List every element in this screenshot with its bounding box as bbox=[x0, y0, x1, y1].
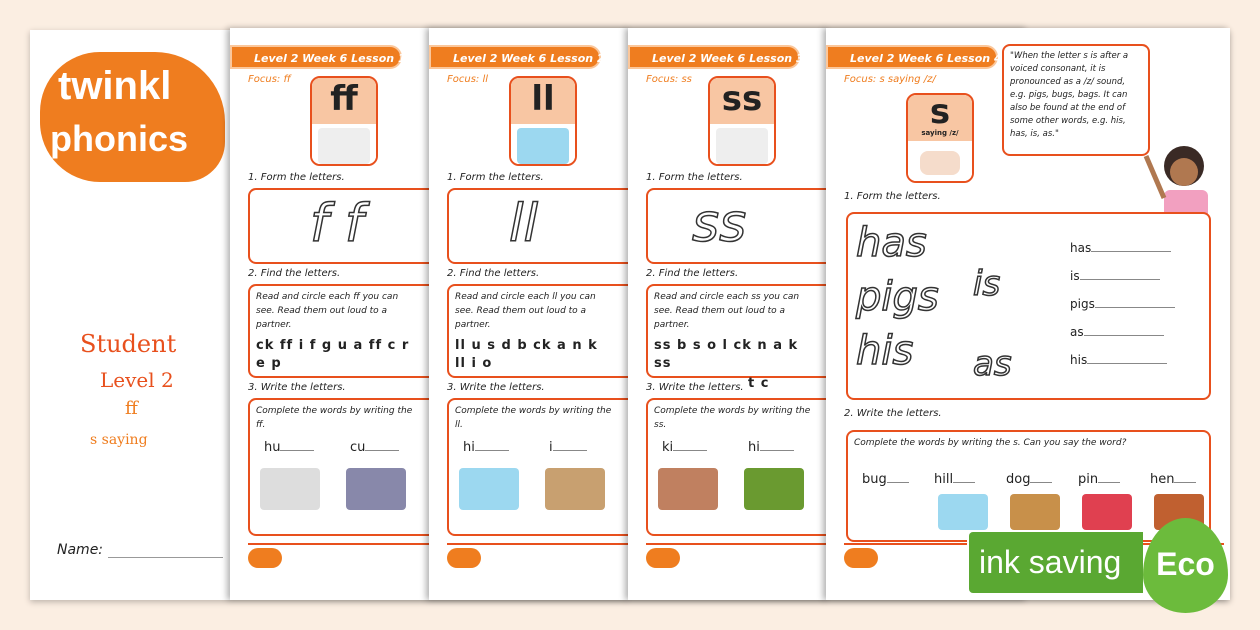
lesson-header: Level 2 Week 6 Lesson 2 bbox=[429, 45, 601, 69]
letter-row: ck ff i f g u a ff c r e p bbox=[256, 338, 410, 371]
letter-row bbox=[449, 374, 619, 376]
word-image bbox=[658, 468, 718, 510]
word-stem: i bbox=[549, 440, 553, 455]
letter-card bbox=[509, 76, 577, 166]
logo-text: phonics bbox=[50, 118, 189, 159]
word-stem: cu bbox=[350, 440, 366, 455]
word-blank[interactable] bbox=[862, 472, 909, 487]
word-image bbox=[459, 468, 519, 510]
twinkl-phonics-logo bbox=[40, 52, 225, 182]
eco-leaf-icon: Eco bbox=[1143, 518, 1228, 613]
lesson-header: Level 2 Week 6 Lesson 1 bbox=[230, 45, 402, 69]
word-line[interactable] bbox=[1070, 234, 1175, 262]
section-heading: 2. Write the letters. bbox=[844, 408, 942, 419]
word-image bbox=[545, 468, 605, 510]
name-line[interactable] bbox=[108, 557, 223, 558]
letter-card bbox=[906, 93, 974, 183]
word-stem: hi bbox=[748, 440, 760, 455]
word-blank[interactable] bbox=[748, 440, 794, 455]
letter-row bbox=[250, 374, 420, 376]
letter-row: t c bbox=[748, 376, 770, 391]
focus-label: Focus: ff bbox=[248, 74, 291, 85]
card-letter: ff bbox=[312, 78, 376, 124]
write-instruction: Complete the words by writing the ll. bbox=[455, 406, 612, 430]
section-heading: 3. Write the letters. bbox=[646, 382, 744, 393]
cover-title: Student bbox=[80, 330, 177, 358]
word-stem: hi bbox=[463, 440, 475, 455]
section-heading: 1. Form the letters. bbox=[844, 191, 941, 202]
form-letters-box bbox=[846, 212, 1211, 400]
focus-label: Focus: ss bbox=[646, 74, 692, 85]
card-letter: ll bbox=[511, 78, 575, 124]
word: his bbox=[1070, 353, 1088, 367]
tracing-word: is bbox=[973, 264, 1001, 304]
cover-focus-2: s saying bbox=[90, 432, 148, 448]
card-letter: s bbox=[929, 93, 951, 132]
write-letters-box bbox=[846, 430, 1211, 542]
word-stem: ki bbox=[662, 440, 674, 455]
card-image bbox=[312, 124, 376, 166]
letter-row: ll u s d b ck a n k ll i o bbox=[455, 338, 598, 371]
word-image bbox=[1010, 494, 1060, 530]
footer-logo bbox=[844, 548, 878, 568]
find-instruction: Read and circle each ss you can see. Read them out loud to a partner. bbox=[654, 292, 800, 330]
letter-card bbox=[708, 76, 776, 166]
word-line[interactable] bbox=[1070, 318, 1175, 346]
footer-logo bbox=[646, 548, 680, 568]
focus-label: Focus: ll bbox=[447, 74, 489, 85]
ink-saving-badge: ink saving bbox=[967, 530, 1143, 595]
word-line[interactable] bbox=[1070, 290, 1175, 318]
cover-level: Level 2 bbox=[100, 368, 174, 392]
word: is bbox=[1070, 269, 1080, 283]
section-heading: 3. Write the letters. bbox=[447, 382, 545, 393]
section-heading: 1. Form the letters. bbox=[646, 172, 743, 183]
cover-focus-1: ff bbox=[125, 398, 138, 419]
tracing-word: his bbox=[856, 328, 914, 374]
speech-bubble: "When the letter s is after a voiced consonant, it is pronounced as a /z/ sound, e.g. pigs, bugs, bags. It can also be found at the end of some other words, e.g. his, has, is, as." bbox=[1002, 44, 1150, 156]
card-letter: ss bbox=[710, 78, 774, 124]
section-heading: 3. Write the letters. bbox=[248, 382, 346, 393]
tracing-word: as bbox=[973, 344, 1012, 384]
tracing-letters: ll bbox=[509, 194, 538, 254]
write-instruction: Complete the words by writing the ff. bbox=[256, 406, 413, 430]
word-blank[interactable] bbox=[1006, 472, 1052, 487]
word-blank[interactable] bbox=[934, 472, 975, 487]
card-image bbox=[710, 124, 774, 166]
word-stem: hill bbox=[934, 472, 954, 487]
tracing-letters: f f bbox=[310, 194, 364, 254]
footer-logo bbox=[248, 548, 282, 568]
section-heading: 2. Find the letters. bbox=[646, 268, 739, 279]
word: pigs bbox=[1070, 297, 1095, 311]
word-line[interactable] bbox=[1070, 262, 1175, 290]
word-stem: dog bbox=[1006, 472, 1031, 487]
word-blank[interactable] bbox=[662, 440, 707, 455]
word-blank[interactable] bbox=[549, 440, 587, 455]
find-instruction: Read and circle each ff you can see. Read them out loud to a partner. bbox=[256, 292, 399, 330]
focus-label: Focus: s saying /z/ bbox=[844, 74, 936, 85]
name-label: Name: bbox=[57, 542, 104, 558]
logo-text: twinkl bbox=[58, 64, 172, 108]
find-instruction: Read and circle each ll you can see. Read them out loud to a partner. bbox=[455, 292, 596, 330]
word-blank[interactable] bbox=[350, 440, 399, 455]
word-image bbox=[938, 494, 988, 530]
worksheet-page-4 bbox=[826, 28, 1230, 600]
tracing-word: pigs bbox=[856, 274, 939, 320]
word-stem: pin bbox=[1078, 472, 1099, 487]
word-image bbox=[346, 468, 406, 510]
card-image bbox=[511, 124, 575, 166]
tracing-word: has bbox=[856, 220, 927, 266]
section-heading: 1. Form the letters. bbox=[447, 172, 544, 183]
word-image bbox=[744, 468, 804, 510]
letter-row: ss b s o l ck n a k ss bbox=[654, 338, 799, 371]
word-blank[interactable] bbox=[1150, 472, 1196, 487]
lesson-header: Level 2 Week 6 Lesson 4 bbox=[826, 45, 998, 69]
word-stem: hu bbox=[264, 440, 281, 455]
word-stem: bug bbox=[862, 472, 887, 487]
section-heading: 1. Form the letters. bbox=[248, 172, 345, 183]
tracing-letters: ss bbox=[692, 194, 747, 254]
word-image bbox=[1082, 494, 1132, 530]
footer-logo bbox=[447, 548, 481, 568]
write-instruction: Complete the words by writing the ss. bbox=[654, 406, 811, 430]
word-blank[interactable] bbox=[1078, 472, 1120, 487]
word: has bbox=[1070, 241, 1092, 255]
card-sub: saying /z/ bbox=[921, 129, 959, 137]
word-blank[interactable] bbox=[463, 440, 509, 455]
word-image bbox=[260, 468, 320, 510]
word: as bbox=[1070, 325, 1084, 339]
word-blank[interactable] bbox=[264, 440, 314, 455]
section-heading: 2. Find the letters. bbox=[447, 268, 540, 279]
word-stem: hen bbox=[1150, 472, 1175, 487]
word-line[interactable] bbox=[1070, 346, 1175, 374]
letter-card bbox=[310, 76, 378, 166]
girl-character-image bbox=[1136, 126, 1216, 226]
write-instruction: Complete the words by writing the s. Can you say the word? bbox=[854, 438, 1127, 448]
pigs-image bbox=[908, 141, 972, 183]
section-heading: 2. Find the letters. bbox=[248, 268, 341, 279]
lesson-header: Level 2 Week 6 Lesson 3 bbox=[628, 45, 800, 69]
